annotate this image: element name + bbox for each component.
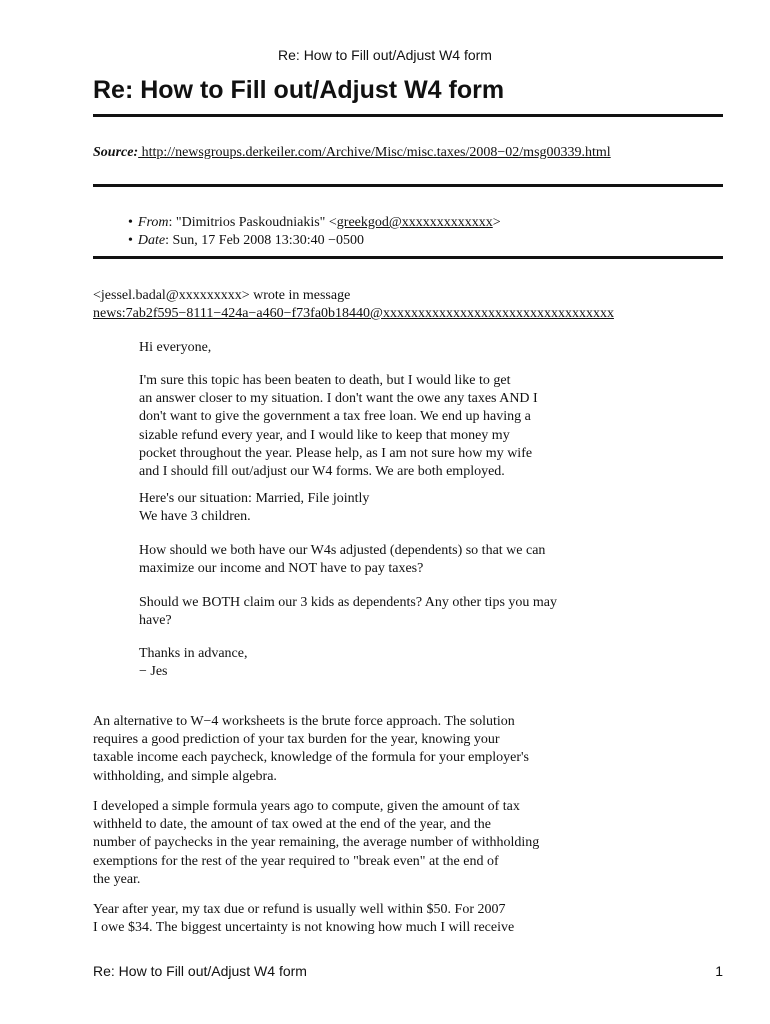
reply-paragraph-3: Year after year, my tax due or refund is usually well within $50. For 2007 I owe $34. The biggest uncertainty is not knowing how much I will receive	[93, 902, 515, 936]
from-item	[128, 214, 501, 232]
quoted-greeting: Hi everyone,	[139, 340, 212, 355]
footer-title: Re: How to Fill out/Adjust W4 form	[93, 963, 307, 979]
from-email-link[interactable]: greekgod@xxxxxxxxxxxxx	[336, 215, 493, 230]
message-id-link[interactable]: news:7ab2f595−8111−424a−a460−f73fa0b18440@xxxxxxxxxxxxxxxxxxxxxxxxxxxxxxxxx	[93, 306, 614, 321]
quoted-paragraph-1: I'm sure this topic has been beaten to death, but I would like to get an answer closer to my situation. I don't want the owe any taxes AND I don't want to give the government a tax free loan. We end up having a sizable refund every year, and I would like to keep that money my pocket throughout the year. Please help, as I am not sure how my wife and I should fill out/adjust our W4 forms. We are both employed.	[139, 373, 538, 480]
meta-divider	[93, 256, 723, 259]
date-value: : Sun, 17 Feb 2008 13:30:40 −0500	[165, 233, 364, 248]
date-item	[128, 232, 501, 250]
date-label: Date	[137, 233, 166, 248]
title-divider	[93, 114, 723, 117]
quoted-paragraph-3: How should we both have our W4s adjusted (dependents) so that we can maximize our income and NOT have to pay taxes?	[139, 543, 546, 577]
source-link[interactable]: http://newsgroups.derkeiler.com/Archive/Misc/misc.taxes/2008−02/msg00339.html	[138, 145, 611, 160]
quoted-paragraph-4: Should we BOTH claim our 3 kids as dependents? Any other tips you may have?	[139, 595, 557, 629]
from-close: >	[492, 215, 501, 230]
source-label: Source:	[93, 145, 139, 160]
running-header: Re: How to Fill out/Adjust W4 form	[278, 47, 492, 63]
page-title: Re: How to Fill out/Adjust W4 form	[93, 76, 505, 104]
message-meta	[128, 214, 501, 250]
source-line	[93, 145, 611, 161]
reply-paragraph-1: An alternative to W−4 worksheets is the brute force approach. The solution requires a good prediction of your tax burden for the year, knowing your taxable income each paycheck, knowledge of the formula for your employer's withholding, and simple algebra.	[93, 714, 529, 784]
source-divider	[93, 184, 723, 187]
quoted-signoff: Thanks in advance, − Jes	[139, 646, 248, 680]
reply-paragraph-2: I developed a simple formula years ago to compute, given the amount of tax withheld to date, the amount of tax owed at the end of the year, and the number of paychecks in the year remaining, the average number of withholding exemptions for the rest of the year required to "break even" at the end of the year.	[93, 799, 540, 887]
page-footer	[93, 963, 723, 979]
from-name: : "Dimitrios Paskoudniakis" <	[168, 215, 337, 230]
from-label: From	[137, 215, 169, 230]
wrote-line: <jessel.badal@xxxxxxxxx> wrote in message	[93, 288, 351, 303]
quoted-paragraph-2: Here's our situation: Married, File jointly We have 3 children.	[139, 491, 370, 525]
page-number: 1	[715, 963, 723, 979]
